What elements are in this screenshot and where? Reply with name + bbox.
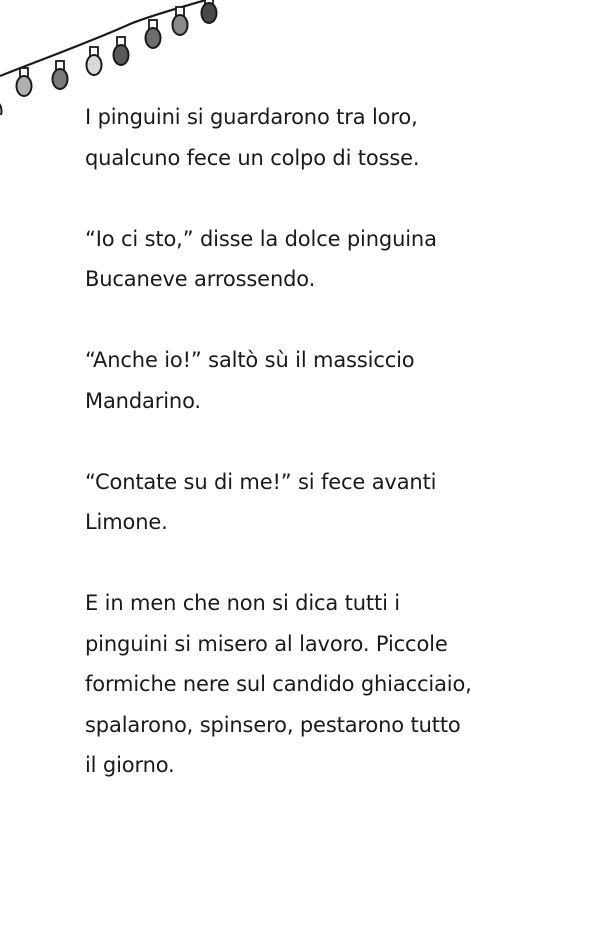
light-bulb [114,37,129,65]
light-bulb [146,20,161,48]
light-bulb [53,61,68,89]
text-line: qualcuno fece un colpo di tosse. [85,145,420,170]
text-line: I pinguini si guardarono tra loro, [85,105,418,129]
text-line: il giorno. [85,753,175,777]
text-line: Mandarino. [85,388,201,413]
story-paragraph [85,340,555,421]
text-line: Bucaneve arrossendo. [85,267,316,291]
text-line: “Contate su di me!” si fece avanti [85,469,437,494]
light-bulb [17,68,32,96]
story-paragraph [85,462,555,543]
text-line: E in men che non si dica tutti i [85,591,400,615]
text-line: “Io ci sto,” disse la dolce pinguina [85,226,437,251]
text-line: formiche nere sul candido ghiacciaio, [85,672,472,696]
story-paragraph [85,97,555,178]
light-bulb [202,0,217,23]
story-paragraph [85,583,555,786]
text-line: Limone. [85,510,168,534]
text-line: spalarono, spinsero, pestarono tutto [85,712,461,737]
light-bulb [87,47,102,75]
text-line: pinguini si misero al lavoro. Piccole [85,631,448,656]
story-text [85,97,555,826]
text-line: “Anche io!” saltò sù il massiccio [85,348,415,372]
light-bulb [173,7,188,35]
light-bulb [0,93,2,115]
story-paragraph [85,219,555,300]
